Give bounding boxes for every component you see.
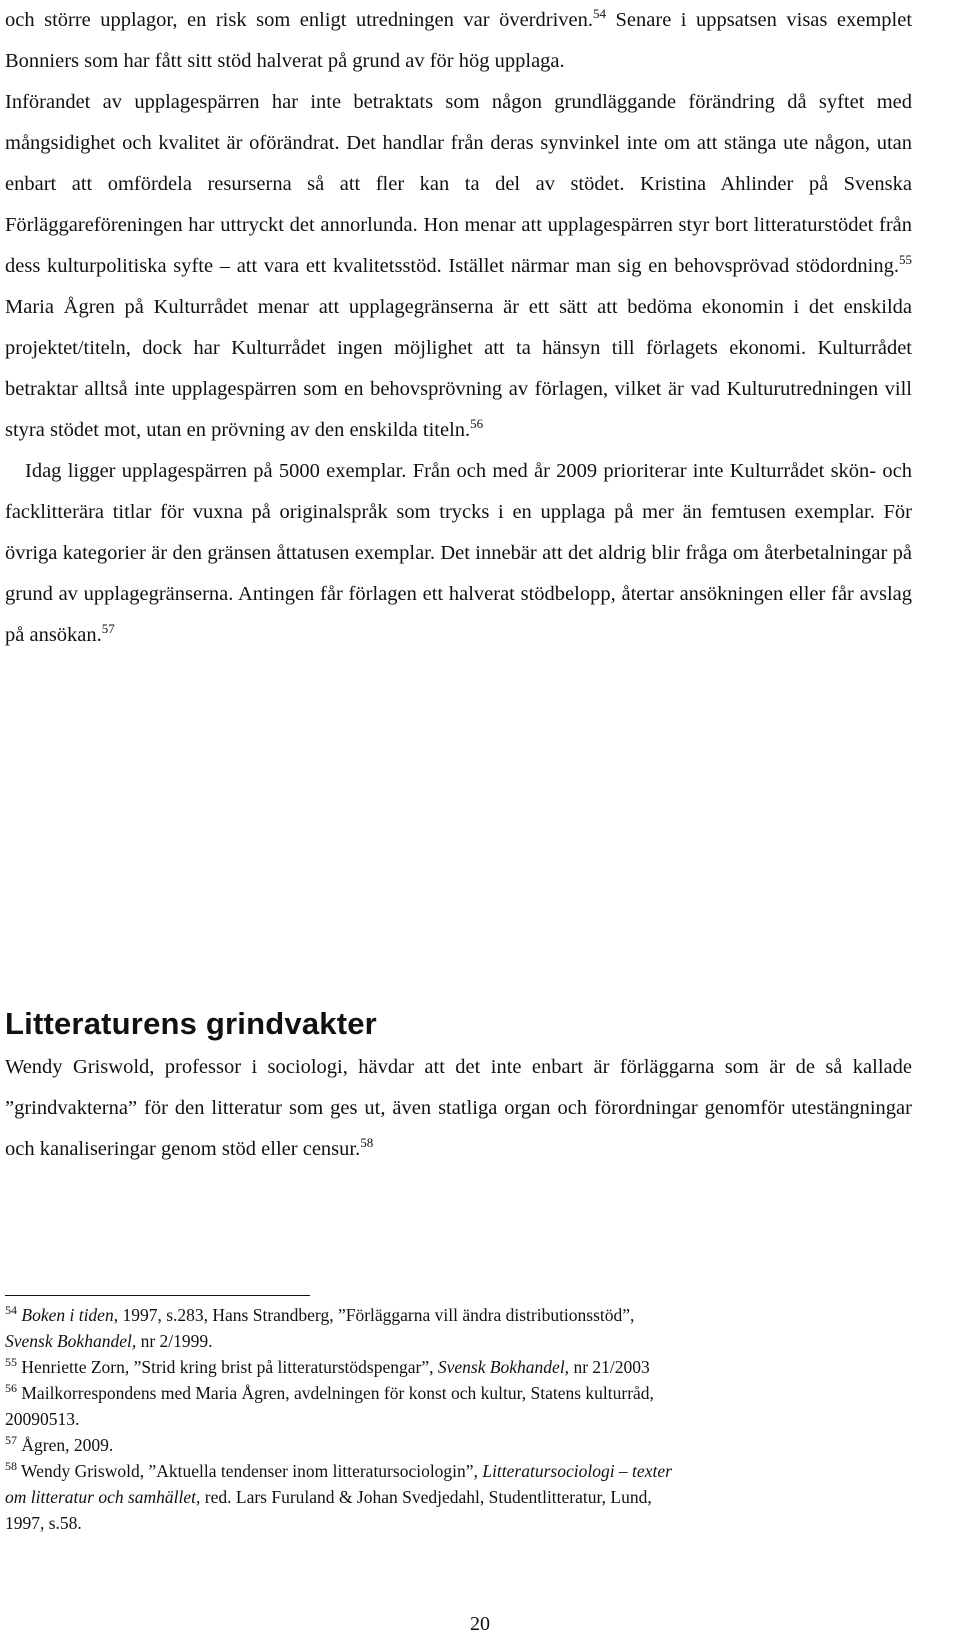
footnote-ref-56[interactable]: 56 — [470, 416, 484, 432]
paragraph-text: och större upplagor, en risk som enligt utredningen var överdriven. — [5, 9, 594, 31]
paragraph-text: Wendy Griswold, professor i sociologi, hävdar att det inte enbart är förläggarna som är de så kallade ”grindvakterna” för den litteratur som ges ut, även statliga organ och förordningar genomför utestängningar och kanaliseringar genom stöd eller censur. — [5, 1056, 912, 1160]
paragraph-4 — [5, 1047, 912, 1170]
footnote-ref-57[interactable]: 57 — [101, 621, 115, 637]
footnote-55 — [5, 1354, 905, 1380]
footnote-57 — [5, 1432, 905, 1458]
footnote-text: red. Lars Furuland & Johan Svedjedahl, Studentlitteratur, Lund, — [200, 1487, 652, 1507]
footnote-text: , 1997, s.283, Hans Strandberg, ”Förläggarna vill ändra distributionsstöd”, — [113, 1305, 635, 1325]
footnote-number: 57 — [5, 1433, 17, 1448]
paragraph-text: Senare i uppsatsen visas exemplet Bonniers som har fått sitt stöd halverat på grund av för hög upplaga. — [5, 9, 913, 72]
footnote-number: 55 — [5, 1355, 17, 1370]
footnote-title: Boken i tiden — [21, 1305, 114, 1325]
page-number: 20 — [470, 1613, 490, 1635]
footnote-text: nr 2/1999. — [136, 1331, 213, 1351]
footnote-text: Henriette Zorn, ”Strid kring brist på litteraturstödspengar”, — [17, 1357, 438, 1377]
footnote-text: nr 21/2003 — [569, 1357, 650, 1377]
paragraph-text: Idag ligger upplagespärren på 5000 exemplar. Från och med år 2009 prioriterar inte Kulturrådet skön- och facklitterära titlar för vuxna på originalspråk som trycks i en upplaga på mer än femtusen exemplar. För övriga kategorier är den gränsen åttatusen exemplar. Det innebär att det aldrig blir fråga om återbetalningar på grund av upplagegränserna. Antingen får förlagen ett halverat stödbelopp, återtar ansökningen eller får avslag på ansökan. — [5, 460, 912, 646]
paragraph-text: Maria Ågren på Kulturrådet menar att upplagegränserna är ett sätt att bedöma ekonomin i det enskilda projektet/titeln, dock har Kulturrådet ingen möjlighet att ta hänsyn till förlagets ekonomi. Kulturrådet betraktar alltså inte upplagespärren som en behovsprövning av förlagen, vilket är vad Kulturutredningen vill styra stödet mot, utan en prövning av den enskilda titeln. — [5, 296, 912, 441]
footnote-ref-58[interactable]: 58 — [360, 1135, 374, 1151]
section-text-block — [5, 1047, 912, 1170]
paragraph-3 — [5, 451, 912, 656]
footnotes — [5, 1302, 905, 1536]
footnote-58 — [5, 1458, 905, 1536]
paragraph-text: Införandet av upplagespärren har inte betraktats som någon grundläggande förändring då syftet med mångsidighet och kvalitet är oförändrat. Det handlar från deras synvinkel inte om att stänga ute någon, utan enbart att omfördela resurserna så att fler kan ta del av stödet. Kristina Ahlinder på Svenska Förläggareföreningen har uttryckt det annorlunda. Hon menar att upplagespärren styr bort litteraturstödet från dess kulturpolitiska syfte – att vara ett kvalitetsstöd. Istället närmar man sig en behovsprövad stödordning. — [5, 91, 912, 277]
paragraph-1 — [5, 0, 912, 82]
footnote-title: Litteratursociologi – texter — [482, 1461, 672, 1481]
footnote-number: 54 — [5, 1303, 17, 1318]
footnote-text: 1997, s.58. — [5, 1513, 82, 1533]
paragraph-2 — [5, 82, 912, 451]
footnote-number: 58 — [5, 1459, 17, 1474]
footnote-separator — [5, 1295, 310, 1296]
footnote-text: Wendy Griswold, ”Aktuella tendenser inom litteratursociologin”, — [17, 1461, 483, 1481]
footnote-text: Ågren, 2009. — [17, 1435, 114, 1455]
footnote-text: 20090513. — [5, 1409, 80, 1429]
footnote-56 — [5, 1380, 905, 1432]
main-text-block — [5, 0, 912, 656]
footnote-title: om litteratur och samhället, — [5, 1487, 201, 1507]
footnote-text: Mailkorrespondens med Maria Ågren, avdelningen för konst och kultur, Statens kulturråd, — [17, 1383, 654, 1403]
footnote-title: Svensk Bokhandel, — [5, 1331, 137, 1351]
footnote-54 — [5, 1302, 905, 1354]
footnote-ref-54[interactable]: 54 — [593, 6, 607, 22]
footnote-title: Svensk Bokhandel, — [437, 1357, 570, 1377]
footnote-number: 56 — [5, 1381, 17, 1396]
section-heading: Litteraturens grindvakter — [5, 1006, 377, 1041]
footnote-ref-55[interactable]: 55 — [899, 252, 912, 268]
